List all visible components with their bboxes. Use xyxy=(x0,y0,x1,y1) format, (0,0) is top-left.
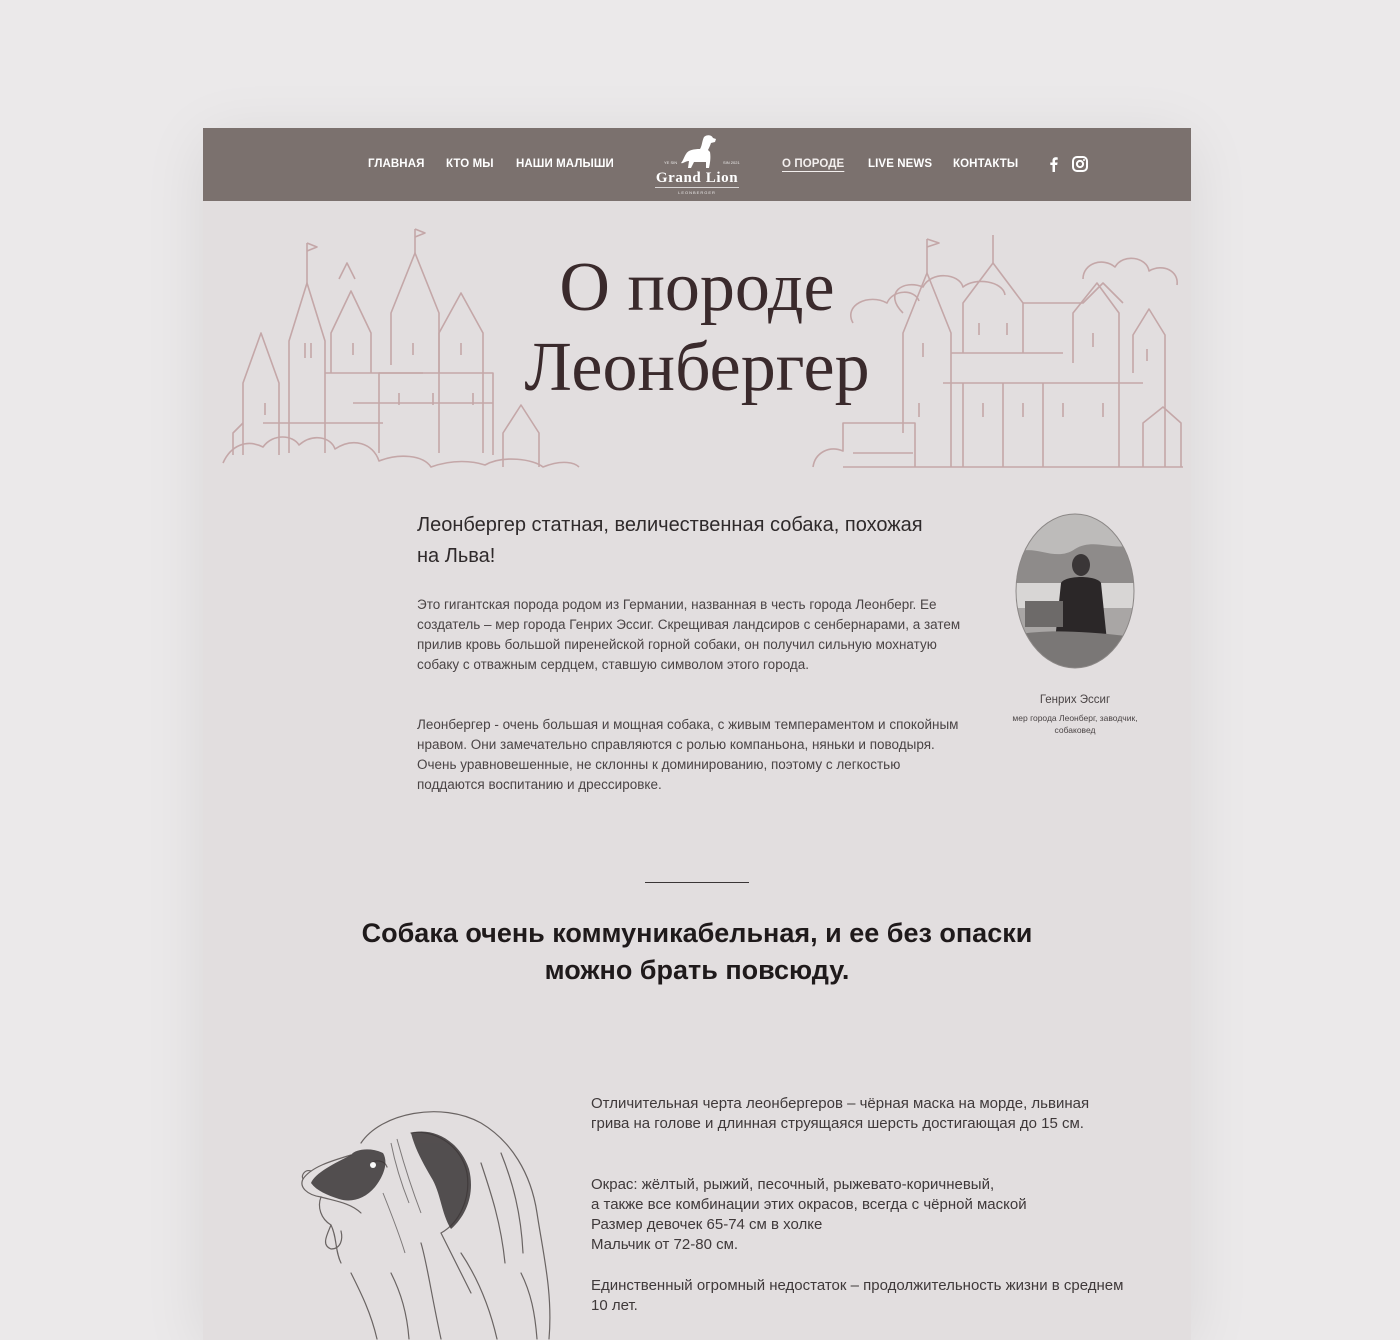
facebook-icon[interactable] xyxy=(1047,156,1061,177)
page-title-line-2: Леонбергер xyxy=(524,329,870,406)
portrait-image xyxy=(1015,513,1135,669)
logo-brand: Grand Lion xyxy=(655,170,739,186)
portrait-name: Генрих Эссиг xyxy=(1039,694,1111,706)
intro-paragraph-1: Это гигантская порода родом из Германии, названная в честь города Леонберг. Ее создатель – мер города Генрих Эссиг. Скрещивая ландсиров с сенбернарами, а затем прилив кровь большой пиренейской горной собаки, он получил сильную мохнатую собаку с отважным сердцем, ставшую символом этого города. xyxy=(417,597,961,672)
nav-item-breed[interactable]: О ПОРОДЕ xyxy=(782,158,845,170)
section-headline: Собака очень коммуникабельная, и ее без опаски можно брать повсюду. xyxy=(361,918,1033,985)
logo-sub: LEONBERGER xyxy=(678,190,716,195)
page-frame xyxy=(203,128,1191,1340)
nav-item-contacts[interactable]: КОНТАКТЫ xyxy=(953,158,1019,170)
nav-item-about-us[interactable]: КТО МЫ xyxy=(446,158,494,170)
dog-silhouette-icon xyxy=(674,133,720,171)
intro-paragraph-2: Леонбергер - очень большая и мощная собака, с живым темпераментом и спокойным нравом. Они замечательно справляются с ролью компаньона, няньки и поводыря. Очень уравновешенные, не склонны к доминированию, поэтому с легкостью поддаются воспитанию и дрессировке. xyxy=(417,717,959,792)
feature-line: Мальчик от 72-80 см. xyxy=(591,1236,739,1253)
features-paragraph-2 xyxy=(591,1175,1131,1255)
nav-item-live-news[interactable]: LIVE NEWS xyxy=(868,158,933,170)
nav-item-home[interactable]: ГЛАВНАЯ xyxy=(368,158,425,170)
logo-rule xyxy=(655,187,739,188)
intro-lead: Леонбергер статная, величественная собака, похожая на Льва! xyxy=(417,514,923,567)
feature-line: а также все комбинации этих окрасов, всегда с чёрной маской xyxy=(591,1196,1027,1213)
portrait-caption: мер города Леонберг, заводчик, собаковед xyxy=(1012,713,1138,735)
feature-line: Размер девочек 65-74 см в холке xyxy=(591,1216,823,1233)
features-paragraph-3: Единственный огромный недостаток – продолжительность жизни в среднем 10 лет. xyxy=(591,1277,1124,1314)
dog-sketch-image xyxy=(291,1103,561,1340)
page-title xyxy=(203,248,1191,408)
top-navigation xyxy=(203,128,1191,201)
feature-line: Окрас: жёлтый, рыжий, песочный, рыжевато-коричневый, xyxy=(591,1176,995,1193)
site-logo[interactable] xyxy=(647,133,747,197)
nav-item-puppies[interactable]: НАШИ МАЛЫШИ xyxy=(516,158,614,170)
features-paragraph-1: Отличительная черта леонбергеров – чёрная маска на морде, львиная грива на голове и длинная струящаяся шерсть достигающая до 15 см. xyxy=(591,1095,1090,1132)
logo-years-left: YE SIN xyxy=(664,160,678,165)
instagram-icon[interactable] xyxy=(1072,156,1088,177)
page-title-line-1: О породе xyxy=(559,249,835,326)
logo-years-right: SIN 2021 xyxy=(723,160,740,165)
section-divider xyxy=(645,882,749,883)
